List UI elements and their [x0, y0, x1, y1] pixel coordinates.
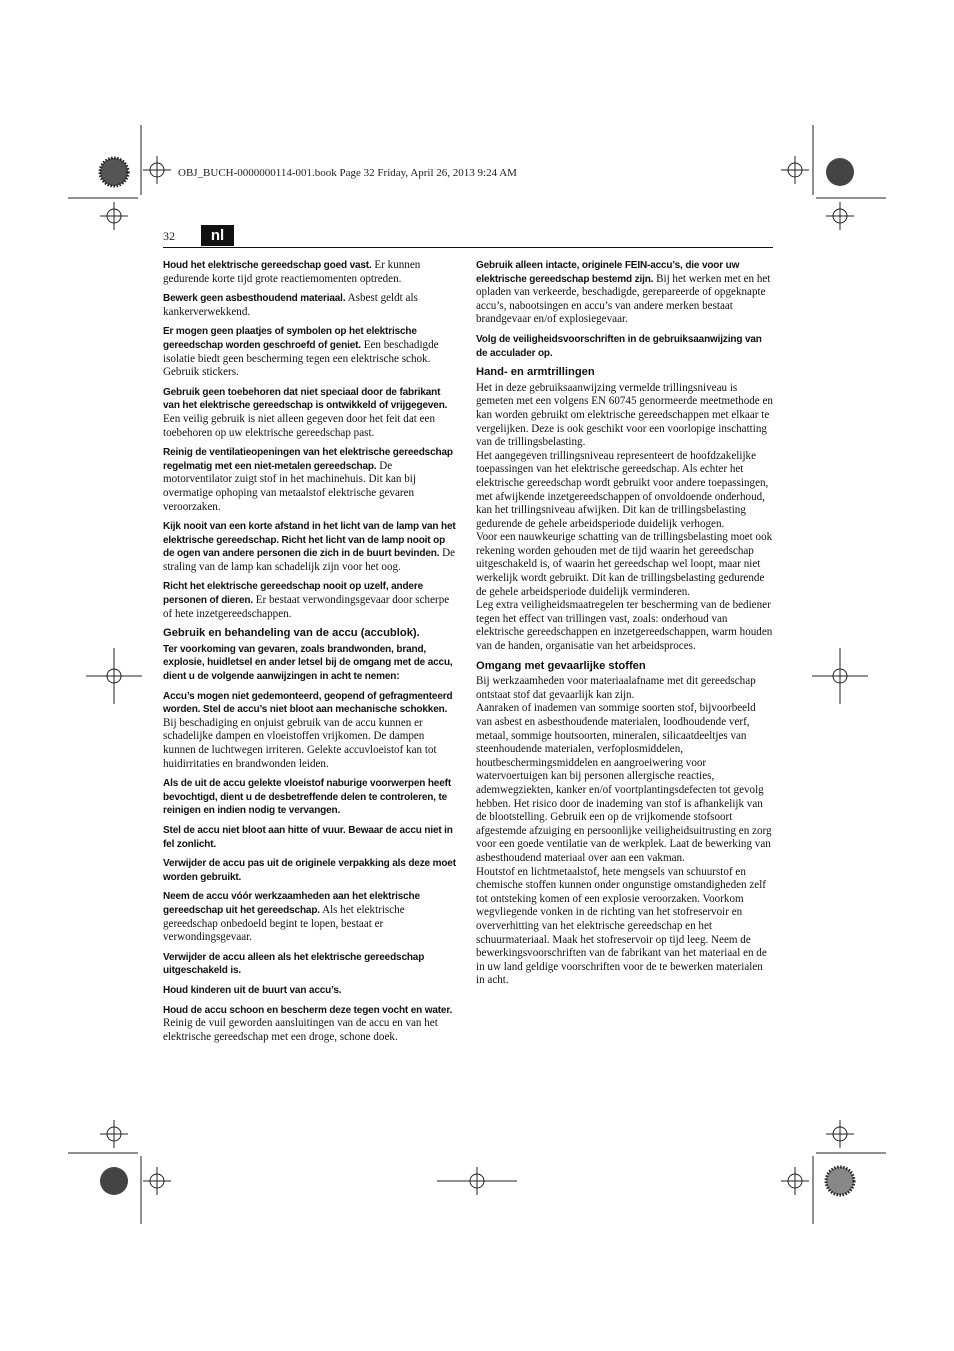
paragraph: Aanraken of inademen van sommige soorten stof, bijvoorbeeld van asbest en asbesthoudende materialen, loodhoudende verf, metaal, sommige houtsoorten, mineralen, silicaatdeeltjes van steenhoudende materialen, verfoplosmiddelen, houtbeschermingsmiddelen en aangroeiwering voor watervoertuigen kan bij personen allergische reacties, ademwegziekten, kanker en/of voortplantingsdefecten tot gevolg hebben. Het risico door de inademing van stof is afhankelijk van de blootstelling. Gebruik een op de vrijkomende stofsoort afgestemde afzuiging en persoonlijke veiligheidsuitrusting en zorg voor een goede ventilatie van de werkplek. Laat de bewerking van asbesthoudend materiaal over aan een vakman. [476, 702, 772, 864]
paragraph: Als de uit de accu gelekte vloeistof naburige voorwerpen heeft bevochtigd, dient u de desbetreffende delen te controleren, te reinigen en indien nodig te vervangen. [163, 778, 451, 817]
section-heading: Omgang met gevaarlijke stoffen [476, 659, 646, 672]
paragraph: Gebruik geen toebehoren dat niet speciaal door de fabrikant van het elektrische gereedschap is ontwikkeld of vrijgegeven. Een veilig gebruik is niet alleen gegeven door het feit dat een toebehoren op uw elektrische gereedschap past. [163, 386, 448, 439]
header-rule [163, 247, 773, 248]
paragraph: Richt het elektrische gereedschap nooit op uzelf, andere personen of dieren. Er bestaat verwondingsgevaar door scherpe of hete inzetgereedschappen. [163, 581, 450, 620]
file-slug: OBJ_BUCH-0000000114-001.book Page 32 Friday, April 26, 2013 9:24 AM [178, 167, 517, 179]
right-column [476, 259, 773, 988]
page-number: 32 [163, 229, 175, 243]
paragraph: Reinig de ventilatieopeningen van het elektrische gereedschap regelmatig met een niet-metalen gereedschap. De motorventilator zuigt stof in het machinehuis. Dit kan bij overmatige ophoping van metaalstof elektrische gevaren veroorzaken. [163, 447, 453, 513]
paragraph: Houd kinderen uit de buurt van accu’s. [163, 984, 342, 996]
paragraph: Houtstof en lichtmetaalstof, hete mengsels van schuurstof en chemische stoffen kunnen onder ongunstige omstandigheden zelf tot ontsteking komen of een explosie veroorzaken. Voorkom wegvliegende vonken in de richting van het stofreservoir en oververhitting van het elektrische gereedschap en het schuurmateriaal. Maak het stofreservoir op tijd leeg. Neem de bewerkingsvoorschriften van de fabrikant van het materiaal en de in uw land geldige voorschriften voor de te bewerken materialen in acht. [476, 865, 767, 987]
paragraph: Houd het elektrische gereedschap goed vast. Er kunnen gedurende korte tijd grote reactiemomenten optreden. [163, 259, 421, 285]
paragraph: Het in deze gebruiksaanwijzing vermelde trillingsniveau is gemeten met een volgens EN 60745 genormeerde meetmethode en kan worden gebruikt om elektrische gereedschappen met elkaar te vergelijken. Deze is ook geschikt voor een voorlopige inschatting van de trillingsbelasting. [476, 381, 773, 449]
section-heading: Hand- en armtrillingen [476, 366, 595, 379]
paragraph: Verwijder de accu alleen als het elektrische gereedschap uitgeschakeld is. [163, 951, 425, 977]
paragraph: Bij werkzaamheden voor materiaalafname met dit gereedschap ontstaat stof dat gevaarlijk kan zijn. [476, 675, 756, 701]
paragraph: Er mogen geen plaatjes of symbolen op het elektrische gereedschap worden geschroefd of geniet. Een beschadigde isolatie biedt geen bescherming tegen een elektrische schok. Gebruik stickers. [163, 326, 439, 379]
paragraph: Bewerk geen asbesthoudend materiaal. Asbest geldt als kankerverwekkend. [163, 292, 418, 318]
paragraph: Voor een nauwkeurige schatting van de trillingsbelasting moet ook rekening worden gehouden met de tijd waarin het gereedschap uitgeschakeld is, of waarin het gereedschap wel loopt, maar niet werkelijk wordt gebruikt. Dit kan de trillingsbelasting gedurende de gehele arbeidsperiode duidelijk verminderen. [476, 531, 773, 598]
paragraph: Volg de veiligheidsvoorschriften in de gebruiksaanwijzing van de acculader op. [476, 333, 762, 359]
paragraph: Kijk nooit van een korte afstand in het licht van de lamp van het elektrische gereedschap. Richt het licht van de lamp nooit op de ogen van andere personen die zich in de buurt bevinden. De straling van de lamp kan schadelijk zijn voor het oog. [163, 521, 456, 573]
paragraph: Houd de accu schoon en bescherm deze tegen vocht en water. Reinig de vuil geworden aansluitingen van de accu en van het elektrische gereedschap met een droge, schone doek. [163, 1004, 453, 1043]
paragraph: Accu’s mogen niet gedemonteerd, geopend of gefragmenteerd worden. Stel de accu’s niet bloot aan mechanische schokken. Bij beschadiging en onjuist gebruik van de accu kunnen er schadelijke dampen en vloeistoffen vrijkomen. De dampen kunnen de luchtwegen irriteren. Gelekte accuvloeistof kan tot huidirritaties en brandwonden leiden. [163, 690, 453, 770]
paragraph: Leg extra veiligheidsmaatregelen ter bescherming van de bediener tegen het effect van trillingen vast, zoals: onderhoud van elektrische gereedschappen en inzetgereedschappen, warm houden van de handen, organisatie van het arbeidsproces. [476, 599, 773, 653]
paragraph: Het aangegeven trillingsniveau representeert de hoofdzakelijke toepassingen van het elektrische gereedschap. Als echter het elektrische gereedschap wordt gebruikt voor andere toepassingen, met afwijkende inzetgereedschappen of onvoldoende onderhoud, kan het trillingsniveau afwijken. Dit kan de trillingsbelasting gedurende de gehele arbeidsperiode duidelijk verhogen. [476, 449, 769, 530]
language-tab: nl [201, 225, 234, 246]
paragraph: Gebruik alleen intacte, originele FEIN-accu’s, die voor uw elektrische gereedschap bestemd zijn. Bij het werken met en het opladen van verkeerde, beschadigde, gerepareerde of opgeknapte accu’s, nabootsingen en accu’s van andere merken bestaat brandgevaar en/of explosiegevaar. [476, 260, 771, 326]
paragraph: Neem de accu vóór werkzaamheden aan het elektrische gereedschap uit het gereedschap. Als het elektrische gereedschap onbedoeld begint te lopen, bestaat er verwondingsgevaar. [163, 891, 420, 944]
section-heading: Gebruik en behandeling van de accu (accublok). [163, 627, 420, 640]
paragraph: Ter voorkoming van gevaren, zoals brandwonden, brand, explosie, huidletsel en ander letsel bij de omgang met de accu, dient u de volgende aanwijzingen in acht te nemen: [163, 643, 453, 683]
paragraph: Stel de accu niet bloot aan hitte of vuur. Bewaar de accu niet in fel zonlicht. [163, 824, 453, 850]
paragraph: Verwijder de accu pas uit de originele verpakking als deze moet worden gebruikt. [163, 858, 456, 883]
left-column [163, 259, 458, 1050]
